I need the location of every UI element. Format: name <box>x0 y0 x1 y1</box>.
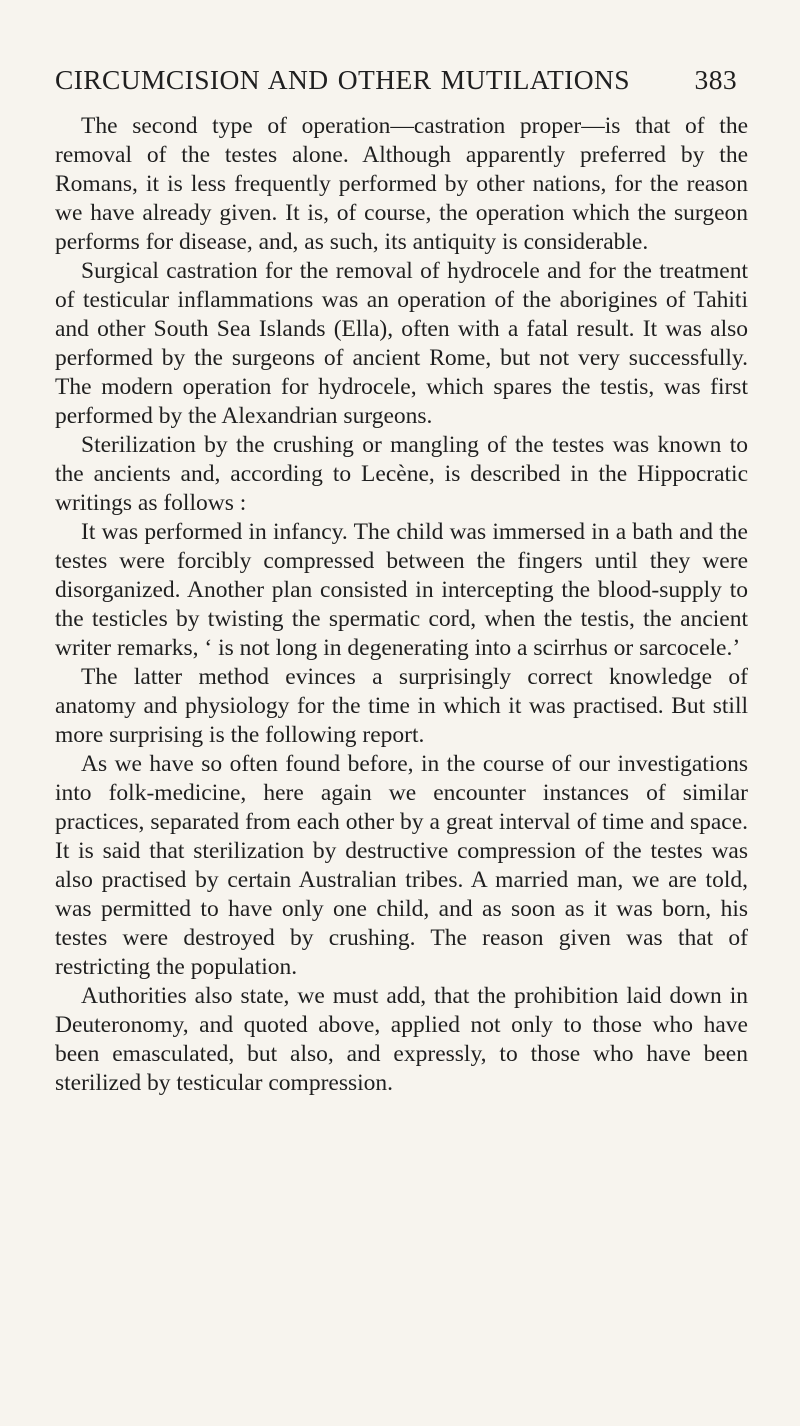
running-head <box>55 66 748 94</box>
page-number: 383 <box>694 64 737 95</box>
paragraph: Sterilization by the crushing or mangling of the testes was known to the ancients and, according to Lecène, is described in the Hippocratic writings as follows : <box>55 431 748 516</box>
paragraph: The latter method evinces a surprisingly correct knowledge of anatomy and physiology for the time in which it was practised. But still more surprising is the following report. <box>55 663 748 748</box>
paragraph: It was performed in infancy. The child was immersed in a bath and the testes were forcibly compressed between the fingers until they were disorganized. Another plan consisted in intercepting the blood-supply to the testicles by twisting the spermatic cord, when the testis, the ancient writer remarks, ‘ is not long in degenerating into a scirrhus or sarcocele.’ <box>55 518 748 661</box>
paragraph: Authorities also state, we must add, that the prohibition laid down in Deuteronomy, and quoted above, applied not only to those who have been emasculated, but also, and expressly, to those who have been sterilized by testicular compression. <box>55 982 748 1096</box>
body-text <box>55 112 748 1098</box>
paragraph: Surgical castration for the removal of hydrocele and for the treatment of testicular inflammations was an operation of the aborigines of Tahiti and other South Sea Islands (Ella), often with a fatal result. It was also performed by the surgeons of ancient Rome, but not very successfully. The modern operation for hydrocele, which spares the testis, was first performed by the Alexandrian surgeons. <box>55 257 748 429</box>
running-title: CIRCUMCISION AND OTHER MUTILATIONS <box>55 64 630 95</box>
paragraph: As we have so often found before, in the course of our investigations into folk-medicine, here again we encounter instances of similar practices, separated from each other by a great interval of time and space. It is said that sterilization by destructive compression of the testes was also practised by certain Australian tribes. A married man, we are told, was permitted to have only one child, and as soon as it was born, his testes were destroyed by crushing. The reason given was that of restricting the population. <box>55 750 748 980</box>
paragraph: The second type of operation—castration proper—is that of the removal of the testes alone. Although apparently preferred by the Romans, it is less frequently performed by other nations, for the reason we have already given. It is, of course, the operation which the surgeon performs for disease, and, as such, its antiquity is considerable. <box>55 112 748 255</box>
